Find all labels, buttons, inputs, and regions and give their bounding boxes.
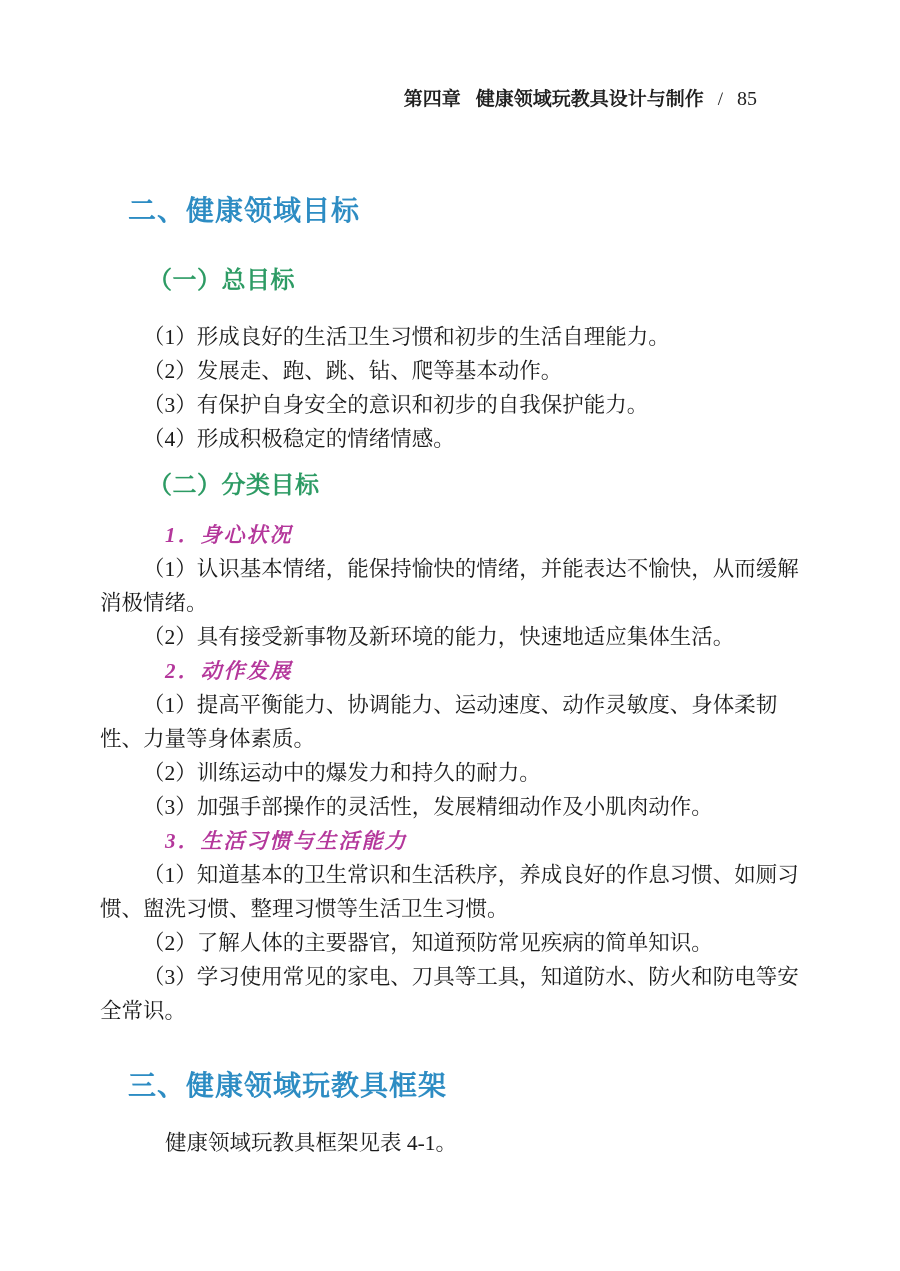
running-head (404, 84, 757, 111)
category-item: （3）学习使用常见的家电、刀具等工具，知道防水、防火和防电等安全常识。 (100, 965, 799, 1023)
subsection-heading-categories: （二）分类目标 (148, 472, 320, 499)
section-heading-framework: 三、健康领域玩教具框架 (128, 1070, 448, 1101)
category-label-life-habits: 3．生活习惯与生活能力 (165, 829, 408, 853)
subsection-heading-overall: （一）总目标 (148, 267, 295, 294)
chapter-label: 第四章 (403, 89, 461, 110)
category-item: （2）具有接受新事物及新环境的能力，快速地适应集体生活。 (143, 625, 735, 649)
overall-goal-item: （4）形成积极稳定的情绪情感。 (143, 427, 455, 451)
category-item: （3）加强手部操作的灵活性，发展精细动作及小肌肉动作。 (143, 795, 713, 819)
category-item: （1）认识基本情绪，能保持愉快的情绪，并能表达不愉快，从而缓解消极情绪。 (100, 557, 799, 615)
overall-goal-item: （2）发展走、跑、跳、钻、爬等基本动作。 (143, 359, 563, 383)
section-heading-goals: 二、健康领域目标 (128, 195, 361, 226)
page-number: 85 (737, 88, 757, 110)
overall-goals-list (0, 320, 900, 456)
category-label-motor-development: 2．动作发展 (165, 659, 293, 683)
category-item: （1）知道基本的卫生常识和生活秩序，养成良好的作息习惯、如厕习惯、盥洗习惯、整理习惯等生活卫生习惯。 (100, 863, 799, 921)
category-label-body-mind: 1．身心状况 (165, 523, 293, 547)
framework-note: 健康领域玩教具框架见表 4-1。 (165, 1131, 458, 1155)
category-item: （2）了解人体的主要器官，知道预防常见疾病的简单知识。 (143, 931, 713, 955)
overall-goal-item: （3）有保护自身安全的意识和初步的自我保护能力。 (143, 393, 649, 417)
overall-goal-item: （1）形成良好的生活卫生习惯和初步的生活自理能力。 (143, 325, 670, 349)
running-title: 健康领域玩教具设计与制作 (475, 89, 704, 110)
category-item: （2）训练运动中的爆发力和持久的耐力。 (143, 761, 541, 785)
slash-separator: / (717, 89, 723, 110)
category-item: （1）提高平衡能力、协调能力、运动速度、动作灵敏度、身体柔韧性、力量等身体素质。 (100, 693, 778, 751)
